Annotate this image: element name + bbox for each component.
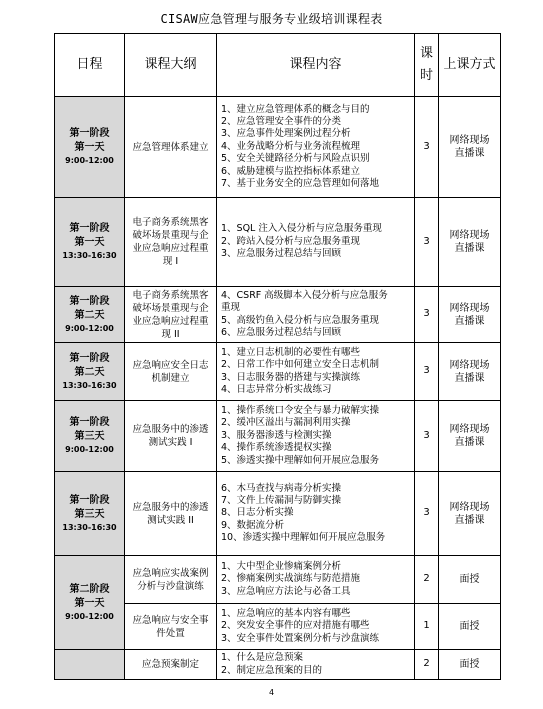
content-item: 7、基于业务安全的应急管理如何落地 <box>221 177 380 189</box>
day-label: 第二天 <box>74 366 105 378</box>
day-cell <box>55 401 125 472</box>
content-item: 2、缓冲区溢出与漏洞利用实操 <box>221 417 351 429</box>
day-label: 第一天 <box>74 237 105 248</box>
mode-cell <box>439 472 501 556</box>
outline-cell: 应急预案制定 <box>125 650 217 680</box>
time-label: 13:30-16:30 <box>62 380 117 390</box>
hours-cell: 1 <box>415 604 439 650</box>
phase-label: 第一阶段 <box>69 128 110 139</box>
content-cell <box>217 604 415 650</box>
content-item: 3、应急服务过程总结与回顾 <box>221 248 342 260</box>
mode-line1: 网络现场 <box>449 135 490 146</box>
hours-cell: 3 <box>415 198 439 287</box>
content-cell <box>217 401 415 472</box>
mode-cell <box>439 343 501 401</box>
content-item: 2、跨站入侵分析与应急服务重现 <box>221 235 361 247</box>
mode-cell <box>439 287 501 343</box>
header-row <box>55 34 501 97</box>
content-item: 10、渗透实操中理解如何开展应急服务 <box>221 532 386 544</box>
content-item: 3、应急响应方法论与必备工具 <box>221 585 351 597</box>
content-item: 7、文件上传漏洞与防御实操 <box>221 494 342 506</box>
content-item: 1、应急响应的基本内容有哪些 <box>221 607 351 619</box>
schedule-table <box>54 33 501 680</box>
content-cell <box>217 97 415 198</box>
outline-cell: 应急响应实战案例分析与沙盘演练 <box>125 556 217 604</box>
content-item: 9、数据流分析 <box>221 519 285 531</box>
day-label: 第三天 <box>74 508 105 520</box>
content-item: 2、应急管理安全事件的分类 <box>221 116 342 128</box>
day-label: 第二天 <box>74 309 105 321</box>
content-item: 6、应急服务过程总结与回顾 <box>221 326 342 338</box>
content-item: 2、突发安全事件的应对措施有哪些 <box>221 620 370 632</box>
outline-cell: 应急管理体系建立 <box>125 97 217 198</box>
hours-cell: 3 <box>415 401 439 472</box>
outline-cell: 应急服务中的渗透测试实践 II <box>125 472 217 556</box>
content-item: 1、建立日志机制的必要性有哪些 <box>221 346 361 358</box>
content-item: 1、操作系统口令安全与暴力破解实操 <box>221 405 380 417</box>
time-label: 9:00-12:00 <box>65 611 114 621</box>
mode-line2: 直播课 <box>454 372 485 384</box>
content-item: 1、SQL 注入入侵分析与应急服务重现 <box>221 223 382 235</box>
header-mode: 上课方式 <box>439 34 501 97</box>
content-item: 5、安全关键路径分析与风险点识别 <box>221 153 370 165</box>
mode-line1: 网络现场 <box>449 302 490 314</box>
day-label: 第一天 <box>74 597 105 609</box>
phase-label: 第一阶段 <box>69 295 110 307</box>
day-label: 第一天 <box>74 142 105 153</box>
mode-line1: 网络现场 <box>449 424 490 435</box>
hours-cell: 2 <box>415 650 439 680</box>
content-cell <box>217 198 415 287</box>
table-row <box>55 472 501 556</box>
content-item: 8、日志分析实操 <box>221 507 294 519</box>
content-cell <box>217 343 415 401</box>
table-row <box>55 650 501 680</box>
content-item: 3、应急事件处理案例过程分析 <box>221 128 351 140</box>
table-row <box>55 198 501 287</box>
table-row <box>55 97 501 198</box>
content-item: 1、大中型企业惨痛案例分析 <box>221 560 342 572</box>
mode-cell <box>439 198 501 287</box>
hours-cell: 3 <box>415 472 439 556</box>
day-cell <box>55 472 125 556</box>
time-label: 9:00-12:00 <box>65 445 114 454</box>
day-cell <box>55 343 125 401</box>
content-cell <box>217 287 415 343</box>
content-item: 5、高级钓鱼入侵分析与应急服务重现 <box>221 314 380 326</box>
header-hours-line1: 课 <box>419 46 433 61</box>
content-item: 1、什么是应急预案 <box>221 652 304 664</box>
content-item: 5、渗透实操中理解如何开展应急服务 <box>221 454 380 466</box>
mode-cell <box>439 401 501 472</box>
day-cell <box>55 287 125 343</box>
time-label: 13:30-16:30 <box>62 522 117 532</box>
header-content: 课程内容 <box>217 34 415 97</box>
hours-cell: 3 <box>415 287 439 343</box>
hours-cell: 3 <box>415 97 439 198</box>
table-row <box>55 556 501 604</box>
mode-line2: 直播课 <box>454 243 485 254</box>
content-item: 1、建立应急管理体系的概念与目的 <box>221 103 370 115</box>
mode-line1: 网络现场 <box>449 501 490 513</box>
day-cell-empty <box>55 650 125 680</box>
content-item: 4、日志异常分析实战练习 <box>221 383 332 395</box>
content-item: 2、制定应急预案的目的 <box>221 664 323 676</box>
table-row <box>55 401 501 472</box>
content-item: 4、业务战略分析与业务流程梳理 <box>221 140 361 152</box>
table-row <box>55 343 501 401</box>
day-cell <box>55 97 125 198</box>
page-number: 4 <box>268 688 275 697</box>
content-item: 3、服务器渗透与检测实操 <box>221 429 332 441</box>
content-item: 6、木马查找与病毒分析实操 <box>221 482 342 494</box>
outline-cell: 电子商务系统黑客破坏场景重现与企业应急响应过程重现 II <box>125 287 217 343</box>
header-outline: 课程大纲 <box>125 34 217 97</box>
content-item: 4、操作系统渗透提权实操 <box>221 442 332 454</box>
content-cell <box>217 650 415 680</box>
page-title: CISAW应急管理与服务专业级培训课程表 <box>160 12 383 26</box>
outline-cell: 应急响应与安全事件处置 <box>125 604 217 650</box>
mode-cell: 面授 <box>439 604 501 650</box>
content-cell <box>217 556 415 604</box>
time-label: 9:00-12:00 <box>65 156 114 165</box>
content-cell <box>217 472 415 556</box>
mode-line1: 网络现场 <box>449 359 490 371</box>
mode-cell <box>439 97 501 198</box>
content-item: 3、安全事件处置案例分析与沙盘演练 <box>221 632 380 644</box>
mode-cell: 面授 <box>439 556 501 604</box>
mode-line1: 网络现场 <box>449 230 490 241</box>
mode-line2: 直播课 <box>454 437 485 448</box>
outline-cell: 电子商务系统黑客破坏场景重现与企业应急响应过程重现 I <box>125 198 217 287</box>
mode-line2: 直播课 <box>454 148 485 159</box>
content-item: 2、惨痛案例实战演练与防范措施 <box>221 573 361 585</box>
content-item: 3、日志服务器的搭建与实操演练 <box>221 371 361 383</box>
content-item: 4、CSRF 高级脚本入侵分析与应急服务 <box>221 289 388 301</box>
mode-line2: 直播课 <box>454 514 485 526</box>
phase-label: 第二阶段 <box>69 583 110 595</box>
header-day: 日程 <box>55 34 125 97</box>
time-label: 13:30-16:30 <box>62 251 117 260</box>
time-label: 9:00-12:00 <box>65 323 114 333</box>
mode-cell: 面授 <box>439 650 501 680</box>
table-row <box>55 287 501 343</box>
mode-line2: 直播课 <box>454 315 485 327</box>
content-item: 重现 <box>221 302 241 314</box>
content-item: 6、威胁建模与监控指标体系建立 <box>221 165 361 177</box>
hours-cell: 2 <box>415 556 439 604</box>
hours-cell: 3 <box>415 343 439 401</box>
outline-cell: 应急响应安全日志机制建立 <box>125 343 217 401</box>
day-cell <box>55 198 125 287</box>
phase-label: 第一阶段 <box>69 352 110 364</box>
phase-label: 第一阶段 <box>69 223 110 234</box>
content-item: 2、日常工作中如何建立安全日志机制 <box>221 359 380 371</box>
header-hours <box>415 34 439 97</box>
day-cell <box>55 556 125 650</box>
day-label: 第三天 <box>74 431 105 442</box>
header-hours-line2: 时 <box>419 68 433 83</box>
phase-label: 第一阶段 <box>69 417 110 428</box>
phase-label: 第一阶段 <box>69 494 110 506</box>
outline-cell: 应急服务中的渗透测试实践 I <box>125 401 217 472</box>
